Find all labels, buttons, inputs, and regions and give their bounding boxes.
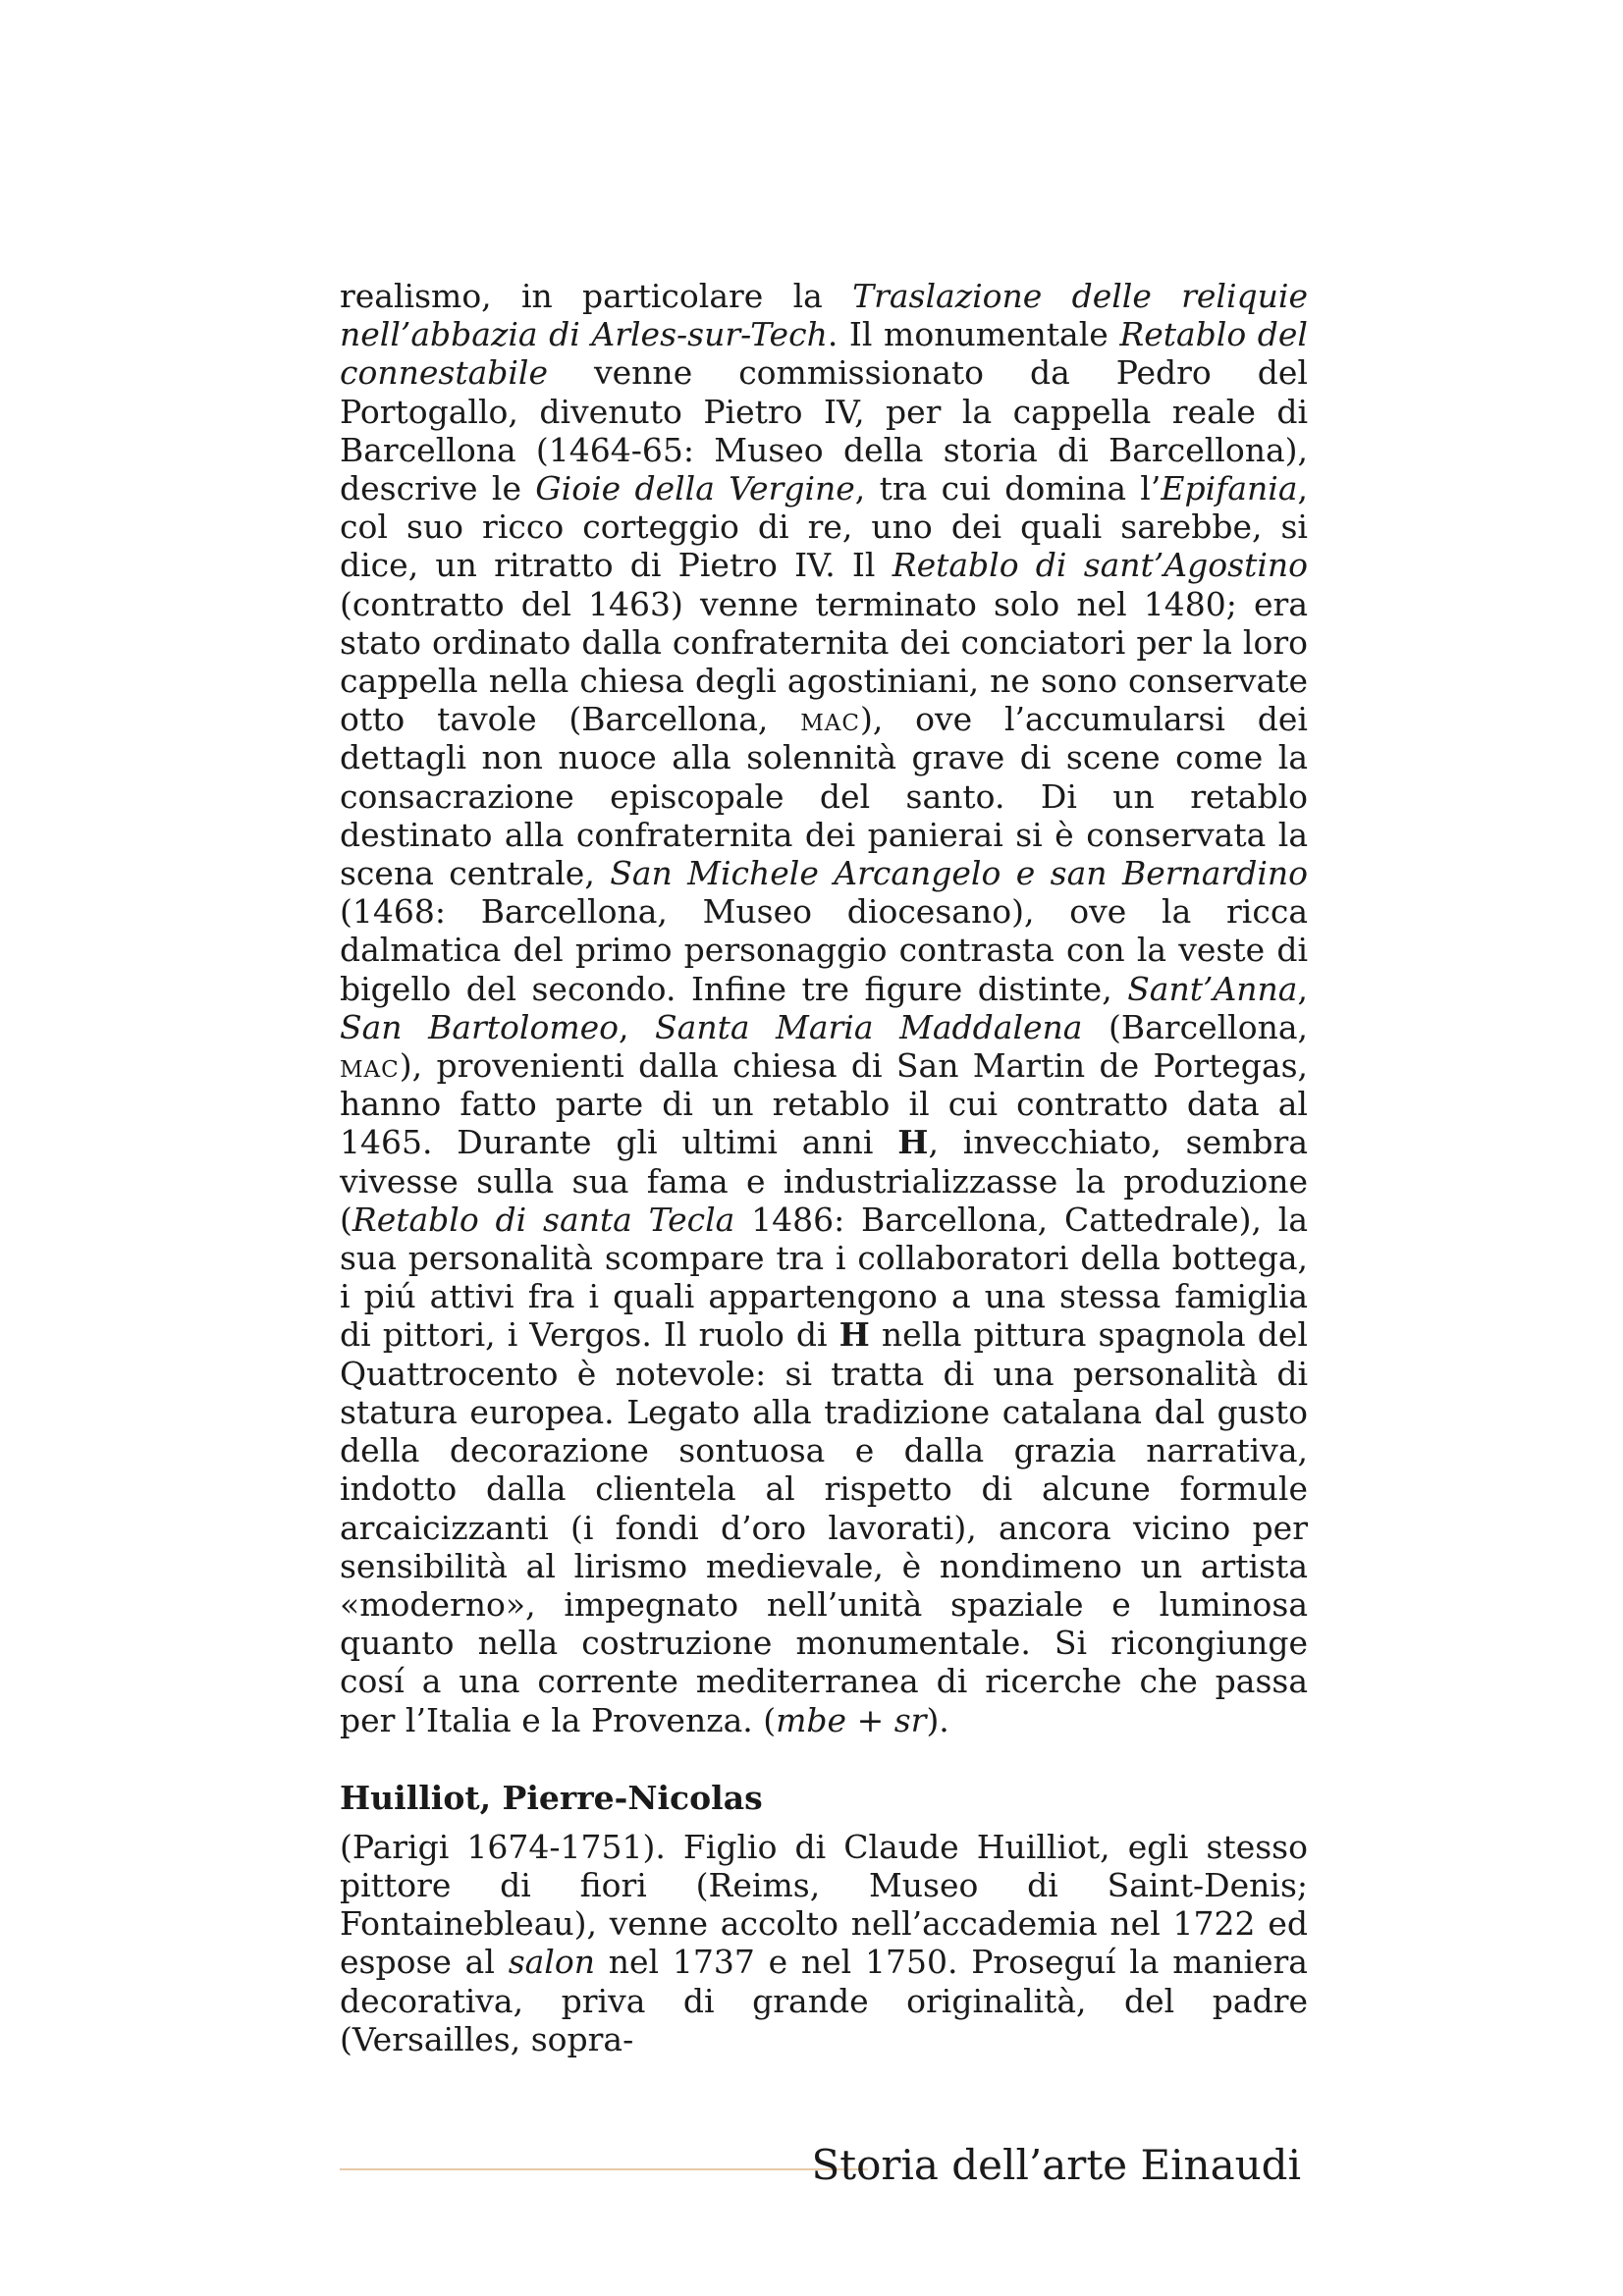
text-run: ), ove l’accumularsi dei dettagli non nuoce alla solennità grave di scene come la consacrazione episcopale del santo. Di un retablo destinato alla confraternita dei panierai si è conservata la scena centrale, (340, 700, 1308, 893)
bold-text: H (897, 1123, 929, 1162)
text-column (340, 277, 1308, 2058)
text-run: (1468: Barcellona, Museo diocesano), ove la ricca dalmatica del primo personaggio contrasta con la veste di bigello del secondo. Infine tre figure distinte, (340, 892, 1308, 1008)
text-run: , (1297, 969, 1308, 1008)
italic-text: mbe + sr (776, 1700, 927, 1739)
entry-heading: Huilliot, Pierre-Nicolas (340, 1778, 763, 1817)
entry-body-paragraph (340, 1828, 1308, 2058)
bold-text: H (839, 1315, 870, 1355)
text-run: venne commissionato da Pedro del Portogallo, divenuto Pietro IV, per la cappella reale di Barcellona (1464-65: Museo della storia di Barcellona), descrive le (340, 353, 1308, 508)
italic-text: Retablo di sant’Agostino (892, 546, 1309, 585)
text-run: ). (926, 1700, 949, 1739)
italic-text: Gioie della Vergine (535, 469, 855, 508)
text-run: nella pittura spagnola del Quattrocento è notevole: si tratta di una personalità di statura europea. Legato alla tradizione catalana dal gusto della decorazione sontuosa e dalla grazia narrativa, indotto dalla clientela al rispetto di alcune formule arcaicizzanti (i fondi d’oro lavorati), ancora vicino per sensibilità al lirismo medievale, è nondimeno un artista «moderno», impegnato nell’unità spaziale e luminosa quanto nella costruzione monumentale. Si ricongiunge cosí a una corrente mediterranea di ricerche che passa per l’Italia e la Provenza. ( (340, 1315, 1308, 1739)
body-paragraph (340, 277, 1308, 1739)
text-run: , tra cui domina l’ (854, 469, 1162, 508)
text-run: , invecchiato, sembra vivesse sulla sua fama e industrializzasse la produzione ( (340, 1123, 1308, 1239)
text-run: (Barcellona, (1082, 1007, 1308, 1046)
text-run: , col suo ricco corteggio di re, uno dei quali sarebbe, si dice, un ritratto di Pietro IV. Il (340, 469, 1308, 585)
italic-text: Epifania (1161, 469, 1298, 508)
italic-text: Retablo del connestabile (340, 315, 1308, 393)
text-run: (Parigi 1674-1751). Figlio di Claude Huilliot, egli stesso pittore di fiori (Reims, Museo di Saint-Denis; Fontainebleau), venne accolto nell’accademia nel 1722 ed espose al (340, 1827, 1308, 1982)
text-run: ), provenienti dalla chiesa di San Martin de Portegas, hanno fatto parte di un retablo il cui contratto data al 1465. Durante gli ultimi anni (340, 1046, 1308, 1162)
footer-title: Storia dell’arte Einaudi (811, 2141, 1301, 2189)
text-run: . Il monumentale (827, 315, 1120, 354)
text-run: 1486: Barcellona, Cattedrale), la sua personalità scompare tra i collaboratori della bottega, i piú attivi fra i quali appartengono a una stessa famiglia di pittori, i Vergos. Il ruolo di (340, 1200, 1308, 1355)
text-run: realismo, in particolare la (340, 277, 853, 315)
small-caps-text: mac (340, 1046, 400, 1086)
italic-text: Retablo di santa Tecla (352, 1200, 735, 1239)
small-caps-text: mac (800, 700, 860, 739)
text-run: , (619, 1007, 656, 1046)
text-run: (contratto del 1463) venne terminato solo nel 1480; era stato ordinato dalla confraternita dei conciatori per la loro cappella nella chiesa degli agostiniani, ne sono conservate otto tavole (Barcellona, (340, 584, 1308, 739)
italic-text: Sant’Anna (1127, 969, 1298, 1008)
italic-text: Traslazione delle reliquie nell’abbazia di Arles-sur-Tech (340, 277, 1308, 354)
italic-text: San Michele Arcangelo e san Bernardino (610, 854, 1309, 893)
footer-rule (340, 2168, 868, 2170)
italic-text: Santa Maria Maddalena (655, 1007, 1083, 1046)
text-run: nel 1737 e nel 1750. Proseguí la maniera decorativa, priva di grande originalità, del padre (Versailles, sopra- (340, 1943, 1308, 2058)
italic-text: salon (508, 1943, 595, 1982)
italic-text: San Bartolomeo (340, 1007, 620, 1046)
